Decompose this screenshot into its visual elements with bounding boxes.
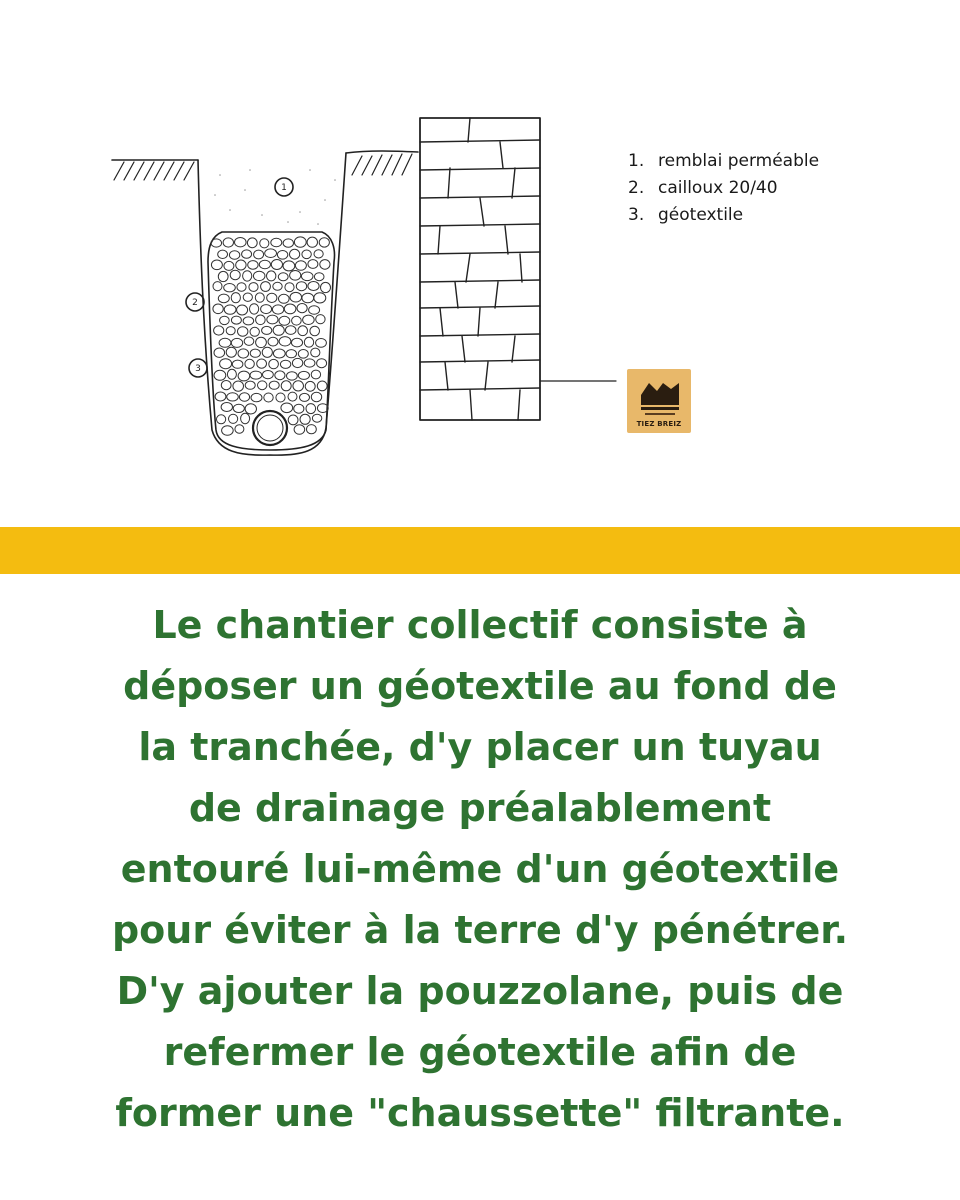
gravel-pebble xyxy=(295,261,306,270)
gravel-pebble xyxy=(317,381,327,391)
caption-line: former une "chaussette" filtrante. xyxy=(115,1091,845,1135)
gravel-pebble xyxy=(245,359,254,368)
gravel-pebble xyxy=(305,381,315,391)
gravel-pebble xyxy=(272,305,283,314)
gravel-pebble xyxy=(256,337,267,347)
gravel-pebble xyxy=(262,326,272,334)
gravel-pebble xyxy=(231,293,240,303)
gravel-pebble xyxy=(237,283,246,292)
gravel-pebble xyxy=(243,271,252,281)
gravel-pebble xyxy=(241,413,250,423)
gravel-pebble xyxy=(247,238,257,248)
gravel-pebble xyxy=(226,327,235,335)
gravel-pebble xyxy=(217,415,226,424)
gravel-pebble xyxy=(312,414,321,422)
gravel-pebble xyxy=(242,250,252,258)
gravel-pebble xyxy=(292,316,302,325)
gravel-pebble xyxy=(221,403,232,412)
caption-line: déposer un géotextile au fond de xyxy=(123,664,837,708)
callout-label-3: 3 xyxy=(195,364,201,374)
gravel-pebble xyxy=(311,370,320,379)
gravel-pebble xyxy=(263,371,274,379)
gravel-pebble xyxy=(233,404,244,412)
gravel-pebble xyxy=(273,282,282,290)
gravel-pebble xyxy=(288,415,298,425)
gravel-pebble xyxy=(273,325,284,335)
gravel-pebble xyxy=(294,425,305,434)
legend-item: 1. remblai perméable xyxy=(628,151,820,171)
caption-line: entouré lui-même d'un géotextile xyxy=(120,847,840,891)
gravel-pebble xyxy=(316,339,327,348)
caption-line: pour éviter à la terre d'y pénétrer. xyxy=(111,908,849,952)
gravel-pebble xyxy=(306,404,316,414)
gravel-pebble xyxy=(287,372,298,380)
gravel-pebble xyxy=(224,284,236,292)
gravel-pebble xyxy=(275,371,285,380)
gravel-pebble xyxy=(259,260,270,268)
caption-line: la tranchée, d'y placer un tuyau xyxy=(138,725,822,769)
gravel-pebble xyxy=(231,316,241,324)
gravel-pebble xyxy=(227,369,236,379)
gravel-pebble xyxy=(321,282,331,292)
gravel-pebble xyxy=(258,381,267,390)
gravel-pebble xyxy=(276,393,285,402)
gravel-pebble xyxy=(283,239,293,247)
gravel-pebble xyxy=(302,293,314,303)
gravel-pebble xyxy=(303,315,315,324)
gravel-fill xyxy=(211,237,331,435)
backfill-stipple xyxy=(214,169,336,225)
gravel-pebble xyxy=(291,338,302,347)
gravel-pebble xyxy=(250,304,259,314)
gravel-pebble xyxy=(238,349,249,358)
gravel-pebble xyxy=(284,304,296,314)
gravel-pebble xyxy=(286,350,296,358)
gravel-pebble xyxy=(243,293,252,301)
gravel-pebble xyxy=(224,305,236,314)
gravel-pebble xyxy=(277,251,287,260)
gravel-pebble xyxy=(265,249,277,258)
gravel-pebble xyxy=(271,260,282,270)
gravel-pebble xyxy=(218,250,228,258)
gravel-pebble xyxy=(224,261,234,270)
gravel-pebble xyxy=(245,381,255,389)
gravel-pebble xyxy=(221,381,231,390)
gravel-pebble xyxy=(227,393,239,401)
gravel-pebble xyxy=(297,304,307,313)
gravel-pebble xyxy=(278,273,288,281)
gravel-pebble xyxy=(288,392,297,401)
gravel-pebble xyxy=(238,327,248,336)
gravel-pebble xyxy=(260,239,269,248)
gravel-pebble xyxy=(281,403,293,413)
gravel-pebble xyxy=(248,261,258,270)
gravel-pebble xyxy=(283,261,295,271)
caption-line: D'y ajouter la pouzzolane, puis de xyxy=(116,969,844,1013)
gravel-pebble xyxy=(253,271,265,280)
gravel-pebble xyxy=(232,360,243,368)
gravel-pebble xyxy=(273,349,285,358)
gravel-pebble xyxy=(237,305,248,315)
gravel-pebble xyxy=(239,393,249,402)
gravel-pebble xyxy=(298,326,308,336)
gravel-pebble xyxy=(230,270,240,279)
gravel-pebble xyxy=(300,393,310,401)
gravel-pebble xyxy=(290,249,300,259)
gravel-pebble xyxy=(280,360,290,368)
gravel-pebble xyxy=(215,392,226,401)
gravel-pebble xyxy=(309,306,320,314)
gravel-pebble xyxy=(254,250,264,259)
tiez-breiz-logo xyxy=(627,369,691,433)
gravel-pebble xyxy=(292,358,302,367)
gravel-pebble xyxy=(219,338,231,347)
gravel-pebble xyxy=(261,305,272,314)
gravel-pebble xyxy=(314,250,323,258)
callout-label-2: 2 xyxy=(192,298,198,308)
gravel-pebble xyxy=(290,271,301,281)
caption-line: refermer le géotextile afin de xyxy=(163,1030,797,1074)
gravel-pebble xyxy=(235,425,244,433)
gravel-pebble xyxy=(311,348,320,357)
logo-text: TIEZ BREIZ xyxy=(636,420,682,428)
callout-label-1: 1 xyxy=(281,183,287,193)
gravel-pebble xyxy=(223,238,233,247)
gravel-pebble xyxy=(298,350,308,359)
gravel-pebble xyxy=(214,370,226,380)
gravel-pebble xyxy=(296,282,306,291)
gravel-pebble xyxy=(279,294,290,303)
gravel-pebble xyxy=(308,260,318,269)
gravel-pebble xyxy=(308,282,319,291)
gravel-pebble xyxy=(279,337,291,346)
gravel-pebble xyxy=(244,337,254,345)
caption-line: Le chantier collectif consiste à xyxy=(152,603,808,647)
gravel-pebble xyxy=(257,359,267,368)
gravel-pebble xyxy=(249,283,258,292)
gravel-pebble xyxy=(316,315,325,324)
drain-pipe xyxy=(253,411,287,445)
gravel-pebble xyxy=(307,425,317,434)
gravel-pebble xyxy=(267,293,277,302)
gravel-pebble xyxy=(222,426,234,436)
gravel-pebble xyxy=(261,282,271,292)
gravel-pebble xyxy=(268,337,278,346)
gravel-pebble xyxy=(285,326,296,335)
gravel-pebble xyxy=(213,304,223,314)
trench-cross-section xyxy=(0,0,960,525)
gravel-pebble xyxy=(281,381,291,391)
gravel-pebble xyxy=(236,260,246,270)
gravel-pebble xyxy=(218,294,229,303)
gravel-pebble xyxy=(279,316,290,325)
gravel-pebble xyxy=(233,381,244,391)
gravel-pebble xyxy=(231,338,242,347)
legend-label: géotextile xyxy=(658,205,744,225)
gravel-pebble xyxy=(302,250,311,259)
gravel-pebble xyxy=(285,283,294,292)
gravel-pebble xyxy=(214,348,225,357)
gravel-pebble xyxy=(220,359,232,369)
gravel-pebble xyxy=(211,260,222,270)
gravel-pebble xyxy=(314,273,324,281)
legend-label: cailloux 20/40 xyxy=(658,178,778,198)
gravel-pebble xyxy=(271,238,282,246)
gravel-pebble xyxy=(235,238,247,247)
gravel-pebble xyxy=(213,282,222,291)
soil-hatching-left xyxy=(114,162,194,180)
stone-wall xyxy=(420,118,540,420)
gravel-pebble xyxy=(294,404,304,413)
soil-hatching-right xyxy=(352,154,412,175)
legend-item: 3. géotextile xyxy=(628,205,744,225)
drainage-diagram xyxy=(0,0,960,525)
gravel-pebble xyxy=(238,371,250,381)
gravel-pebble xyxy=(250,371,262,379)
legend xyxy=(628,148,819,229)
gravel-pebble xyxy=(267,315,278,324)
gravel-pebble xyxy=(298,371,309,379)
gravel-pebble xyxy=(267,271,276,281)
gravel-pebble xyxy=(264,393,273,402)
gravel-pebble xyxy=(314,293,326,303)
caption-text xyxy=(40,595,920,1144)
gravel-pebble xyxy=(229,251,239,260)
gravel-pebble xyxy=(317,359,327,368)
yellow-divider-band xyxy=(0,527,960,574)
gravel-pebble xyxy=(319,238,329,247)
gravel-pebble xyxy=(262,347,272,357)
gravel-pebble xyxy=(300,414,310,424)
gravel-pebble xyxy=(220,316,230,324)
gravel-pebble xyxy=(294,237,306,247)
gravel-pebble xyxy=(320,260,330,270)
gravel-pebble xyxy=(307,237,317,247)
gravel-pebble xyxy=(250,349,260,357)
legend-label: remblai perméable xyxy=(658,151,820,171)
gravel-pebble xyxy=(250,327,259,336)
wall-stones xyxy=(420,118,540,420)
gravel-pebble xyxy=(229,414,238,423)
gravel-pebble xyxy=(311,392,321,401)
gravel-pebble xyxy=(255,293,264,302)
gravel-pebble xyxy=(245,404,256,414)
gravel-pebble xyxy=(256,315,266,325)
legend-item: 2. cailloux 20/40 xyxy=(628,178,778,198)
gravel-pebble xyxy=(211,239,222,247)
gravel-pebble xyxy=(310,326,320,336)
gravel-pebble xyxy=(269,381,279,389)
gravel-pebble xyxy=(304,359,315,367)
gravel-pebble xyxy=(214,326,224,335)
caption-line: de drainage préalablement xyxy=(188,786,772,830)
gravel-pebble xyxy=(301,272,313,281)
gravel-pebble xyxy=(293,381,304,391)
gravel-pebble xyxy=(290,292,302,302)
gravel-pebble xyxy=(304,337,313,347)
gravel-pebble xyxy=(251,393,262,401)
gravel-pebble xyxy=(226,347,236,357)
gravel-pebble xyxy=(269,359,279,368)
gravel-pebble xyxy=(243,317,254,325)
gravel-pebble xyxy=(218,271,228,281)
